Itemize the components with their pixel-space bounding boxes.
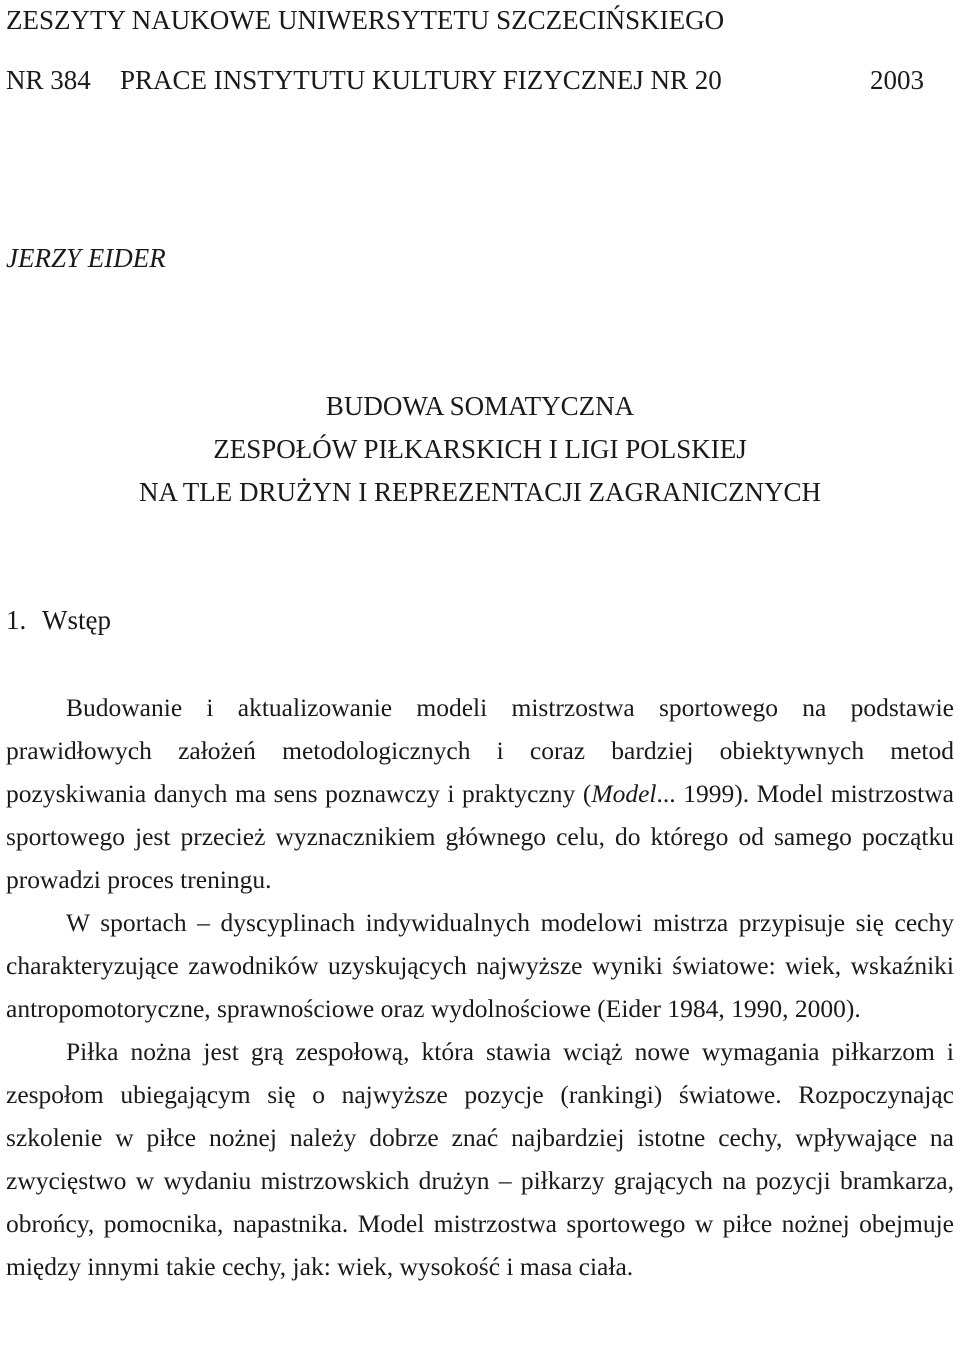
publication-year: 2003 bbox=[870, 65, 924, 95]
series-line bbox=[6, 64, 960, 96]
section-heading bbox=[6, 604, 111, 636]
section-title: Wstęp bbox=[42, 605, 111, 635]
citation-italic: Model bbox=[591, 779, 657, 808]
paragraph-3: Piłka nożna jest grą zespołową, która stawia wciąż nowe wymagania piłkarzom i zespołom ubiegającym się o najwyższe pozycje (rankingi) światowe. Rozpoczynając szkolenie w piłce nożnej należy dobrze znać najbardziej istotne cechy, wpływające na zwycięstwo w wydaniu mistrzowskich drużyn – piłkarzy grających na pozycji bramkarza, obrońcy, pomocnika, napastnika. Model mistrzostwa sportowego w piłce nożnej obejmuje między innymi takie cechy, jak: wiek, wysokość i masa ciała. bbox=[6, 1037, 954, 1281]
journal-title: ZESZYTY NAUKOWE UNIWERSYTETU SZCZECIŃSKIEGO bbox=[6, 5, 725, 35]
article-title-line-3: NA TLE DRUŻYN I REPREZENTACJI ZAGRANICZNYCH bbox=[138, 477, 822, 507]
paragraph-1-text-a: Budowanie i aktualizowanie modeli mistrzostwa sportowego na podstawie prawidłowych założeń metodologicznych i coraz bardziej obiektywnych metod pozyskiwania danych ma sens poznawczy i praktyczny ( bbox=[6, 693, 954, 808]
paragraph-1-text-b: ... 1999). Model mistrzostwa sportowego jest przecież wyznacznikiem głównego celu, do którego od samego początku prowadzi proces treningu. bbox=[6, 779, 954, 894]
body-text bbox=[6, 686, 954, 1288]
section-number: 1. bbox=[6, 605, 27, 635]
institute-series: PRACE INSTYTUTU KULTURY FIZYCZNEJ NR 20 bbox=[120, 65, 722, 95]
author-name: JERZY EIDER bbox=[6, 243, 166, 273]
article-title-line-1: BUDOWA SOMATYCZNA bbox=[325, 391, 635, 421]
paragraph-2: W sportach – dyscyplinach indywidualnych modelowi mistrza przypisuje się cechy charakteryzujące zawodników uzyskujących najwyższe wyniki światowe: wiek, wskaźniki antropomotoryczne, sprawnościowe oraz wydolnościowe (Eider 1984, 1990, 2000). bbox=[6, 908, 954, 1023]
paragraph-1 bbox=[6, 686, 954, 901]
issue-number: NR 384 bbox=[6, 65, 91, 95]
article-title-line-2: ZESPOŁÓW PIŁKARSKICH I LIGI POLSKIEJ bbox=[213, 434, 747, 464]
